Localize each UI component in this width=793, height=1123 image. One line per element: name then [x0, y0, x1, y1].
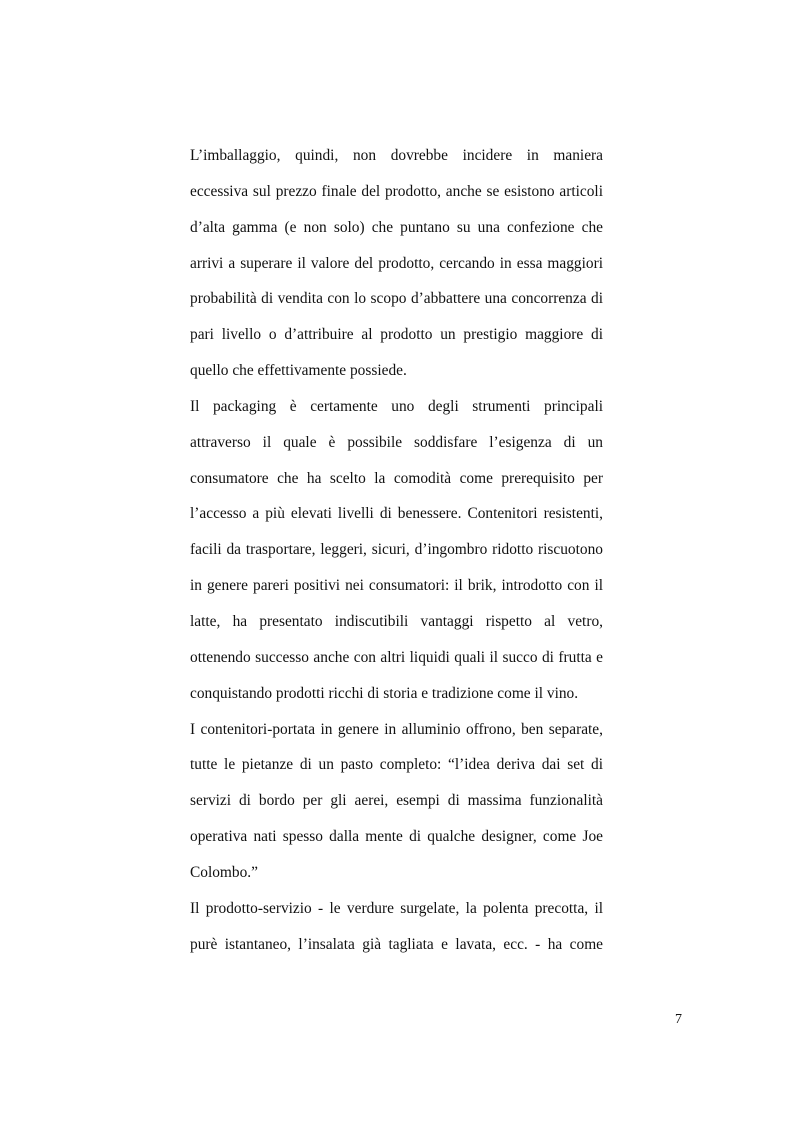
text-line: d’alta gamma (e non solo) che puntano su una confezione che	[190, 218, 603, 236]
text-line: pari livello o d’attribuire al prodotto un prestigio maggiore di	[190, 326, 603, 344]
text-line: conquistando prodotti ricchi di storia e tradizione come il vino.	[190, 684, 579, 702]
text-line: I contenitori-portata in genere in alluminio offrono, ben separate,	[190, 720, 603, 738]
text-line: l’accesso a più elevati livelli di benessere. Contenitori resistenti,	[190, 505, 603, 523]
body-text	[190, 138, 603, 962]
text-line: tutte le pietanze di un pasto completo: “l’idea deriva dai set di	[190, 756, 603, 774]
text-line: quello che effettivamente possiede.	[190, 362, 407, 380]
text-line: servizi di bordo per gli aerei, esempi di massima funzionalità	[190, 792, 603, 810]
page-number: 7	[675, 1012, 682, 1027]
text-line: probabilità di vendita con lo scopo d’abbattere una concorrenza di	[190, 290, 603, 308]
text-line: purè istantaneo, l’insalata già tagliata e lavata, ecc. - ha come	[190, 935, 603, 953]
text-line: Il prodotto-servizio - le verdure surgelate, la polenta precotta, il	[190, 899, 603, 917]
paragraph-prodotto-servizio	[190, 891, 603, 963]
text-line: arrivi a superare il valore del prodotto, cercando in essa maggiori	[190, 254, 603, 272]
text-line: L’imballaggio, quindi, non dovrebbe incidere in maniera	[190, 147, 603, 164]
text-line: Colombo.”	[190, 863, 258, 881]
paragraph-contenitori-portata	[190, 712, 603, 891]
text-line: consumatore che ha scelto la comodità come prerequisito per	[190, 469, 603, 487]
text-line: latte, ha presentato indiscutibili vantaggi rispetto al vetro,	[190, 612, 603, 630]
text-line: Il packaging è certamente uno degli strumenti principali	[190, 397, 603, 415]
text-line: in genere pareri positivi nei consumatori: il brik, introdotto con il	[190, 577, 603, 595]
text-line: operativa nati spesso dalla mente di qualche designer, come Joe	[190, 828, 603, 846]
text-line: ottenendo successo anche con altri liquidi quali il succo di frutta e	[190, 648, 603, 666]
paragraph-imballaggio	[190, 138, 603, 389]
text-line: attraverso il quale è possibile soddisfare l’esigenza di un	[190, 433, 603, 451]
paragraph-packaging	[190, 389, 603, 712]
text-line: eccessiva sul prezzo finale del prodotto, anche se esistono articoli	[190, 182, 603, 200]
text-line: facili da trasportare, leggeri, sicuri, d’ingombro ridotto riscuotono	[190, 541, 603, 559]
